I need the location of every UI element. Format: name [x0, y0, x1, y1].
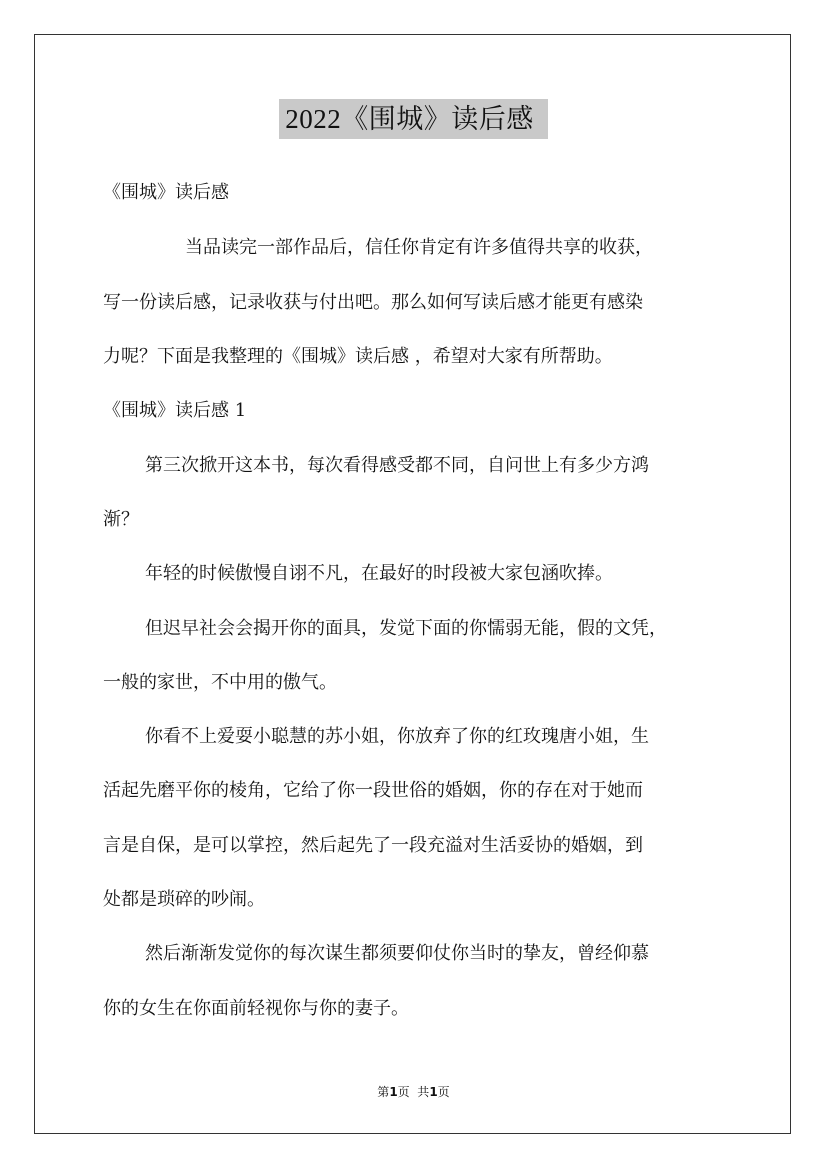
- body-line-11: 你的女生在你面前轻视你与你的妻子。: [103, 998, 409, 1019]
- body-line-4: 但迟早社会会揭开你的面具，发觉下面的你懦弱无能，假的文凭，: [145, 618, 667, 639]
- document-title: 2022《围城》读后感: [279, 99, 548, 139]
- footer-suffix: 页: [437, 1085, 450, 1099]
- body-line-8: 言是自保，是可以掌控，然后起先了一段充溢对生活妥协的婚姻，到: [103, 835, 643, 856]
- intro-line-2: 写一份读后感，记录收获与付出吧。那么如何写读后感才能更有感染: [103, 292, 643, 313]
- body-line-10: 然后渐渐发觉你的每次谋生都须要仰仗你当时的挚友，曾经仰慕: [145, 943, 649, 964]
- body-line-6: 你看不上爱耍小聪慧的苏小姐，你放弃了你的红玫瑰唐小姐，生: [145, 726, 649, 747]
- subtitle: 《围城》读后感: [103, 182, 229, 203]
- footer-middle: 页 共: [397, 1085, 430, 1099]
- body-line-3: 年轻的时候傲慢自诩不凡，在最好的时段被大家包涵吹捧。: [145, 563, 613, 584]
- body-line-7: 活起先磨平你的棱角，它给了你一段世俗的婚姻，你的存在对于她而: [103, 780, 643, 801]
- section-heading: 《围城》读后感 1: [103, 400, 247, 421]
- footer-page-number: 1: [389, 1085, 398, 1099]
- title-container: [0, 99, 827, 139]
- page-footer: [0, 1084, 827, 1100]
- body-line-1: 第三次掀开这本书，每次看得感受都不同，自问世上有多少方鸿: [145, 455, 649, 476]
- body-line-5: 一般的家世，不中用的傲气。: [103, 672, 337, 693]
- intro-line-1: 当品读完一部作品后，信任你肯定有许多值得共享的收获，: [185, 237, 653, 258]
- body-line-2: 渐？: [103, 509, 139, 530]
- footer-total-pages: 1: [429, 1085, 438, 1099]
- body-line-9: 处都是琐碎的吵闹。: [103, 889, 265, 910]
- intro-line-3: 力呢？下面是我整理的《围城》读后感 ，希望对大家有所帮助。: [103, 346, 613, 367]
- footer-prefix: 第: [377, 1085, 390, 1099]
